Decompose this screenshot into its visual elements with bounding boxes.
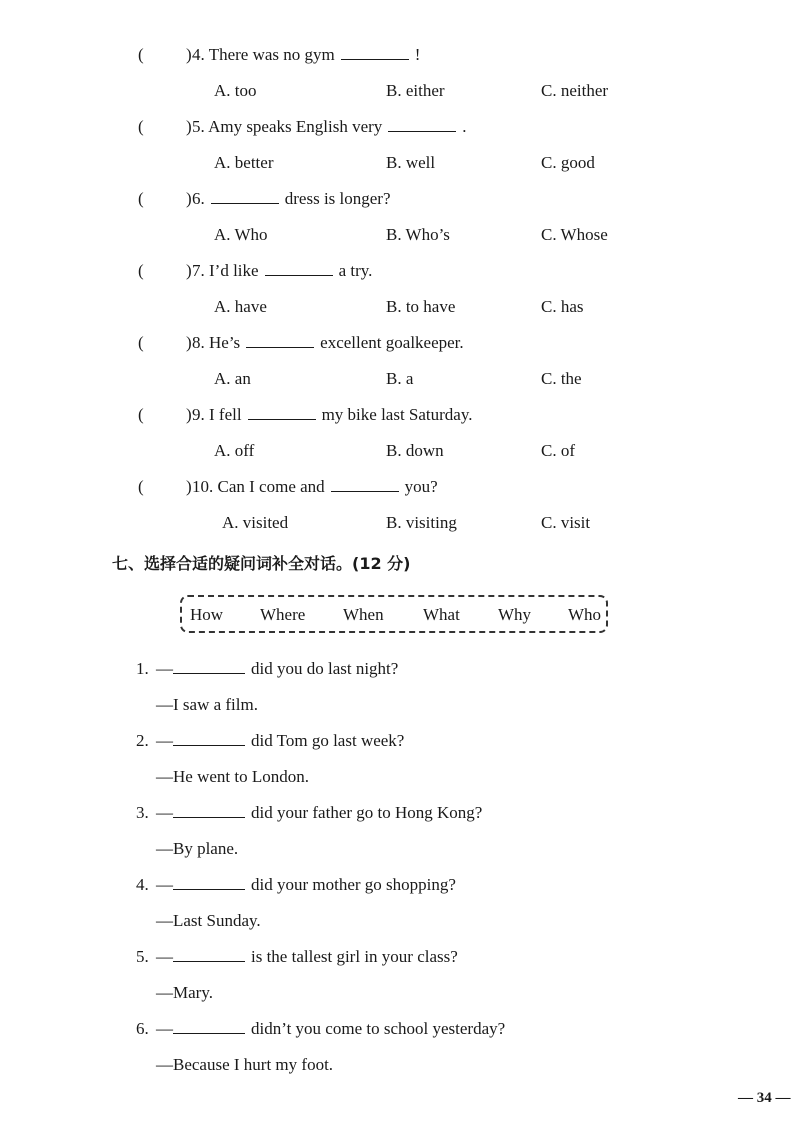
dialog-number: 3. <box>136 803 149 822</box>
dialog-dash: — <box>156 875 173 894</box>
option-b[interactable]: B. down <box>386 441 444 460</box>
dialog-question-text: did your mother go shopping? <box>251 875 456 894</box>
dialog-3-answer <box>136 838 696 874</box>
option-a[interactable]: A. have <box>214 297 267 316</box>
answer-blank[interactable] <box>248 405 316 420</box>
dialog-2-question <box>136 730 696 766</box>
dialog-4-answer <box>136 910 696 946</box>
answer-paren-close: ) <box>186 477 192 496</box>
question-text <box>192 404 473 426</box>
answer-paren-close: ) <box>186 45 192 64</box>
option-c[interactable]: C. has <box>541 297 584 316</box>
options-7 <box>136 296 696 332</box>
answer-paren-open: ( <box>138 45 144 64</box>
dialog-answer: —Because I hurt my foot. <box>156 1055 334 1074</box>
option-a[interactable]: A. visited <box>222 513 289 532</box>
answer-blank[interactable] <box>173 731 245 746</box>
dialog-question <box>156 658 398 680</box>
answer-blank[interactable] <box>388 117 456 132</box>
dialog-section <box>136 658 696 1090</box>
question-text <box>192 332 464 354</box>
section-title: 七、选择合适的疑问词补全对话。(12 分) <box>112 554 411 573</box>
dialog-question-text: did you do last night? <box>251 659 399 678</box>
question-8 <box>136 332 696 368</box>
question-5 <box>136 116 696 152</box>
dialog-number: 6. <box>136 1019 149 1038</box>
dialog-5-question <box>136 946 696 982</box>
word-bank-item: Why <box>498 605 532 624</box>
dialog-question <box>156 730 404 752</box>
question-pre: I’d like <box>209 261 259 280</box>
answer-blank[interactable] <box>246 333 314 348</box>
dialog-2-answer <box>136 766 696 802</box>
answer-blank[interactable] <box>173 1019 245 1034</box>
option-c[interactable]: C. visit <box>541 513 591 532</box>
options-10 <box>136 512 696 548</box>
dialog-answer: —I saw a film. <box>156 695 258 714</box>
dialog-6-answer <box>136 1054 696 1090</box>
answer-paren-open: ( <box>138 261 144 280</box>
answer-paren-close: ) <box>186 333 192 352</box>
question-text <box>192 44 420 66</box>
question-number: 5. <box>192 117 205 136</box>
dialog-1-question <box>136 658 696 694</box>
question-post: you? <box>404 477 438 496</box>
options-6 <box>136 224 696 260</box>
dialog-question <box>156 874 456 896</box>
question-text <box>192 188 391 210</box>
options-4 <box>136 80 696 116</box>
options-8 <box>136 368 696 404</box>
answer-paren-open: ( <box>138 117 144 136</box>
option-c[interactable]: C. of <box>541 441 575 460</box>
dialog-dash: — <box>156 731 173 750</box>
dialog-number: 1. <box>136 659 149 678</box>
question-pre: Can I come and <box>217 477 325 496</box>
question-9 <box>136 404 696 440</box>
dialog-5-answer <box>136 982 696 1018</box>
word-bank-item: What <box>423 605 460 624</box>
answer-blank[interactable] <box>173 803 245 818</box>
dialog-question-text: didn’t you come to school yesterday? <box>251 1019 506 1038</box>
question-4 <box>136 44 696 80</box>
word-bank-box <box>180 595 608 633</box>
option-b[interactable]: B. a <box>386 369 414 388</box>
dialog-question-text: is the tallest girl in your class? <box>251 947 458 966</box>
word-bank-item: When <box>343 605 384 624</box>
option-b[interactable]: B. visiting <box>386 513 457 532</box>
dialog-question <box>156 1018 505 1040</box>
question-text <box>192 116 467 138</box>
dialog-1-answer <box>136 694 696 730</box>
answer-paren-open: ( <box>138 333 144 352</box>
question-pre: I fell <box>209 405 242 424</box>
answer-blank[interactable] <box>265 261 333 276</box>
option-c[interactable]: C. Whose <box>541 225 608 244</box>
question-post: ! <box>414 45 421 64</box>
options-5 <box>136 152 696 188</box>
answer-paren-close: ) <box>186 405 192 424</box>
option-b[interactable]: B. well <box>386 153 436 172</box>
word-bank-item: Where <box>260 605 306 624</box>
dialog-6-question <box>136 1018 696 1054</box>
dialog-answer: —Mary. <box>156 983 213 1002</box>
dialog-3-question <box>136 802 696 838</box>
option-a[interactable]: A. an <box>214 369 251 388</box>
dialog-dash: — <box>156 947 173 966</box>
answer-paren-open: ( <box>138 477 144 496</box>
answer-blank[interactable] <box>341 45 409 60</box>
question-post: dress is longer? <box>284 189 391 208</box>
dialog-question <box>156 946 458 968</box>
answer-blank[interactable] <box>173 875 245 890</box>
dialog-dash: — <box>156 803 173 822</box>
answer-paren-open: ( <box>138 189 144 208</box>
dialog-4-question <box>136 874 696 910</box>
option-a[interactable]: A. off <box>214 441 255 460</box>
option-b[interactable]: B. Who’s <box>386 225 450 244</box>
question-6 <box>136 188 696 224</box>
answer-paren-open: ( <box>138 405 144 424</box>
question-number: 6. <box>192 189 205 208</box>
question-pre: He’s <box>209 333 241 352</box>
question-post: . <box>462 117 467 136</box>
answer-blank[interactable] <box>173 659 245 674</box>
page-number: — 34 — <box>738 1090 791 1106</box>
dialog-question-text: did Tom go last week? <box>251 731 405 750</box>
answer-blank[interactable] <box>211 189 279 204</box>
dialog-answer: —He went to London. <box>156 767 309 786</box>
question-text <box>192 476 438 498</box>
dialog-question-text: did your father go to Hong Kong? <box>251 803 483 822</box>
question-text <box>192 260 372 282</box>
option-c[interactable]: C. good <box>541 153 595 172</box>
dialog-dash: — <box>156 659 173 678</box>
dialog-question <box>156 802 482 824</box>
question-number: 4. <box>192 45 205 64</box>
question-number: 8. <box>192 333 205 352</box>
answer-blank[interactable] <box>331 477 399 492</box>
option-a[interactable]: A. better <box>214 153 274 172</box>
word-bank-item: Who <box>568 605 602 624</box>
question-number: 10. <box>192 477 214 496</box>
dialog-number: 5. <box>136 947 149 966</box>
option-b[interactable]: B. either <box>386 81 445 100</box>
dialog-answer: —By plane. <box>156 839 239 858</box>
word-bank-item: How <box>190 605 224 624</box>
answer-blank[interactable] <box>173 947 245 962</box>
option-a[interactable]: A. too <box>214 81 257 100</box>
question-post: a try. <box>338 261 373 280</box>
option-b[interactable]: B. to have <box>386 297 456 316</box>
mcq-section <box>136 44 696 548</box>
dialog-answer: —Last Sunday. <box>156 911 261 930</box>
option-a[interactable]: A. Who <box>214 225 268 244</box>
options-9 <box>136 440 696 476</box>
question-pre: There was no gym <box>208 45 335 64</box>
answer-paren-close: ) <box>186 261 192 280</box>
question-7 <box>136 260 696 296</box>
question-pre: Amy speaks English very <box>208 117 383 136</box>
dialog-number: 4. <box>136 875 149 894</box>
question-10 <box>136 476 696 512</box>
question-number: 7. <box>192 261 205 280</box>
answer-paren-close: ) <box>186 117 192 136</box>
question-post: my bike last Saturday. <box>321 405 473 424</box>
option-c[interactable]: C. the <box>541 369 582 388</box>
question-post: excellent goalkeeper. <box>320 333 464 352</box>
dialog-number: 2. <box>136 731 149 750</box>
answer-paren-close: ) <box>186 189 192 208</box>
dialog-dash: — <box>156 1019 173 1038</box>
question-number: 9. <box>192 405 205 424</box>
option-c[interactable]: C. neither <box>541 81 609 100</box>
